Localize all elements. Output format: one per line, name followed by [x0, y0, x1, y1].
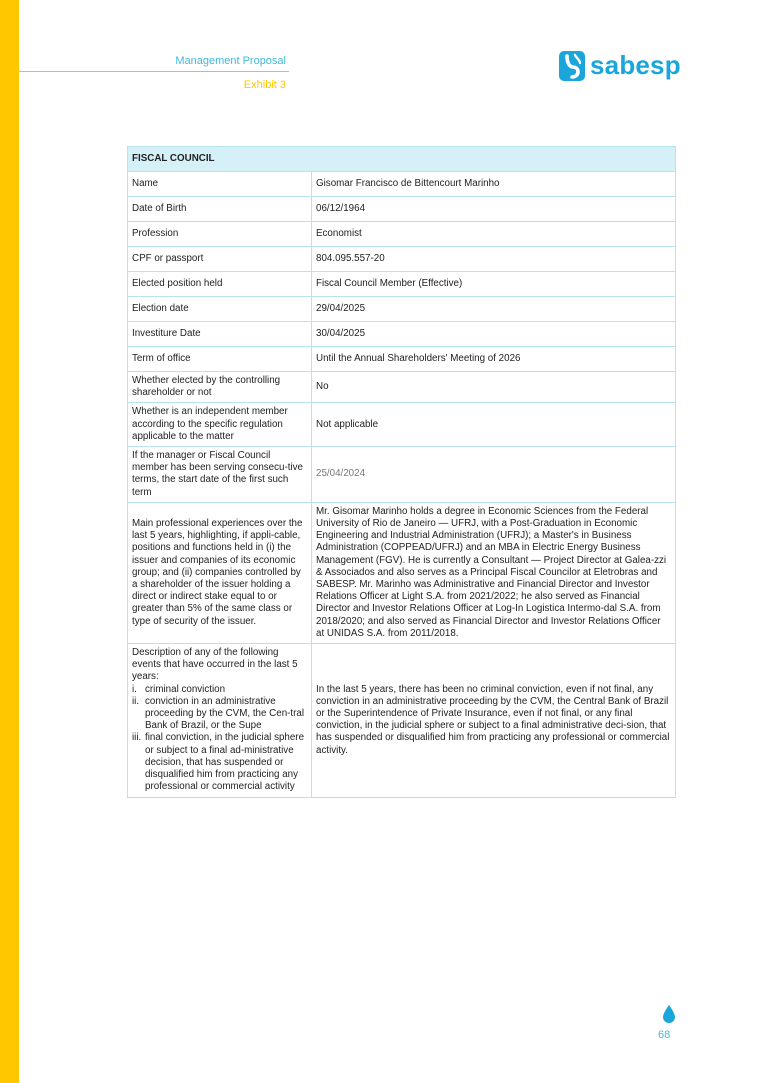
table-row: [128, 502, 676, 643]
row-value: No: [312, 372, 676, 403]
table-row: [128, 297, 676, 322]
row-label: Term of office: [128, 347, 312, 372]
events-list-item: [132, 732, 307, 793]
table-row: [128, 403, 676, 447]
table-row: [128, 272, 676, 297]
events-intro: Description of any of the following events that have occurred in the last 5 years:: [132, 647, 298, 683]
row-label: Investiture Date: [128, 322, 312, 347]
events-list-item: [132, 684, 307, 696]
document-title: Management Proposal: [175, 55, 286, 67]
row-label: Whether is an independent member according to the specific regulation applicable to the matter: [128, 403, 312, 447]
events-label: [128, 644, 312, 797]
table-row-events: [128, 644, 676, 797]
row-value: 804.095.557-20: [312, 247, 676, 272]
table-row: [128, 347, 676, 372]
events-item-number: i.: [132, 683, 137, 695]
row-label: Name: [128, 172, 312, 197]
row-value: Economist: [312, 222, 676, 247]
row-label: Main professional experiences over the last 5 years, highlighting, if appli-cable, positions and functions held in (i) the issuer and companies of its economic group; and (ii) companies controlled by a shareholder of the issuer holding a direct or indirect stake equal to or greater than 5% of the same class or type of security of the issuer.: [128, 502, 312, 643]
sabesp-logo-icon: [559, 51, 585, 81]
fiscal-council-table: [127, 146, 676, 798]
row-label: Profession: [128, 222, 312, 247]
row-label: Elected position held: [128, 272, 312, 297]
header-rule: [19, 71, 289, 72]
row-value: Until the Annual Shareholders' Meeting of 2026: [312, 347, 676, 372]
water-drop-icon: [663, 1005, 675, 1023]
row-label: Date of Birth: [128, 197, 312, 222]
row-value: Fiscal Council Member (Effective): [312, 272, 676, 297]
row-label: If the manager or Fiscal Council member has been serving consecu-tive terms, the start date of the first such term: [128, 447, 312, 503]
events-item-text: final conviction, in the judicial sphere or subject to a final ad-ministrative decision, that has suspended or disqualified him from practicing any professional or commercial activity: [145, 732, 305, 793]
row-value: 30/04/2025: [312, 322, 676, 347]
row-value: 25/04/2024: [312, 447, 676, 503]
row-value: 29/04/2025: [312, 297, 676, 322]
table-row: [128, 247, 676, 272]
row-value: Mr. Gisomar Marinho holds a degree in Economic Sciences from the Federal University of Rio de Janeiro — UFRJ, with a Post-Graduation in Economic Engineering and Industrial Administration (UFRJ); a Master's in Business Administration (COPPEAD/UFRJ) and an MBA in Electric Energy Business Management (FGV). He is currently a Consultant — Project Director at Galea-zzi & Associados and also serves as a Principal Fiscal Councilor at Eletrobras and SABESP. Mr. Marinho was Administrative and Financial Director and Investor Relations Officer at Light S.A. from 2021/2022; he also served as Financial Director and Investor Relations Officer at Log-In Logistica Intermo-dal S.A. from 2018/2020; and also served as Financial Director and Investor Relations Officer at UNIDAS S.A. from 2011/2018.: [312, 502, 676, 643]
table-heading-row: [128, 147, 676, 172]
side-accent-bar: [0, 0, 19, 1083]
events-item-text: conviction in an administrative proceeding by the CVM, the Cen-tral Bank of Brazil, or the Supe: [145, 695, 305, 732]
row-value: Not applicable: [312, 403, 676, 447]
row-label: Whether elected by the controlling shareholder or not: [128, 372, 312, 403]
events-item-number: ii.: [132, 695, 140, 707]
table-row: [128, 197, 676, 222]
events-item-number: iii.: [132, 732, 142, 744]
page-number: 68: [658, 1029, 671, 1041]
table-heading: FISCAL COUNCIL: [128, 147, 676, 172]
row-value: Gisomar Francisco de Bittencourt Marinho: [312, 172, 676, 197]
table-row: [128, 447, 676, 503]
events-list: [132, 684, 307, 794]
events-value: In the last 5 years, there has been no criminal conviction, even if not final, any conviction in an administrative proceeding by the CVM, the Central Bank of Brazil or the Superintendence of Private Insurance, even if not final, or any final conviction, in the judicial sphere or subject to a final administrative deci-sion, that has suspended or disqualified him from practicing any professional or commercial activity.: [312, 644, 676, 797]
document-subtitle: Exhibit 3: [243, 79, 286, 91]
sabesp-logo: [559, 50, 681, 81]
row-label: Election date: [128, 297, 312, 322]
table-row: [128, 372, 676, 403]
table-row: [128, 172, 676, 197]
logo-wordmark: sabesp: [590, 50, 681, 80]
events-item-text: criminal conviction: [145, 683, 226, 695]
row-label: CPF or passport: [128, 247, 312, 272]
table-row: [128, 222, 676, 247]
events-list-item: [132, 696, 307, 733]
table-row: [128, 322, 676, 347]
row-value: 06/12/1964: [312, 197, 676, 222]
